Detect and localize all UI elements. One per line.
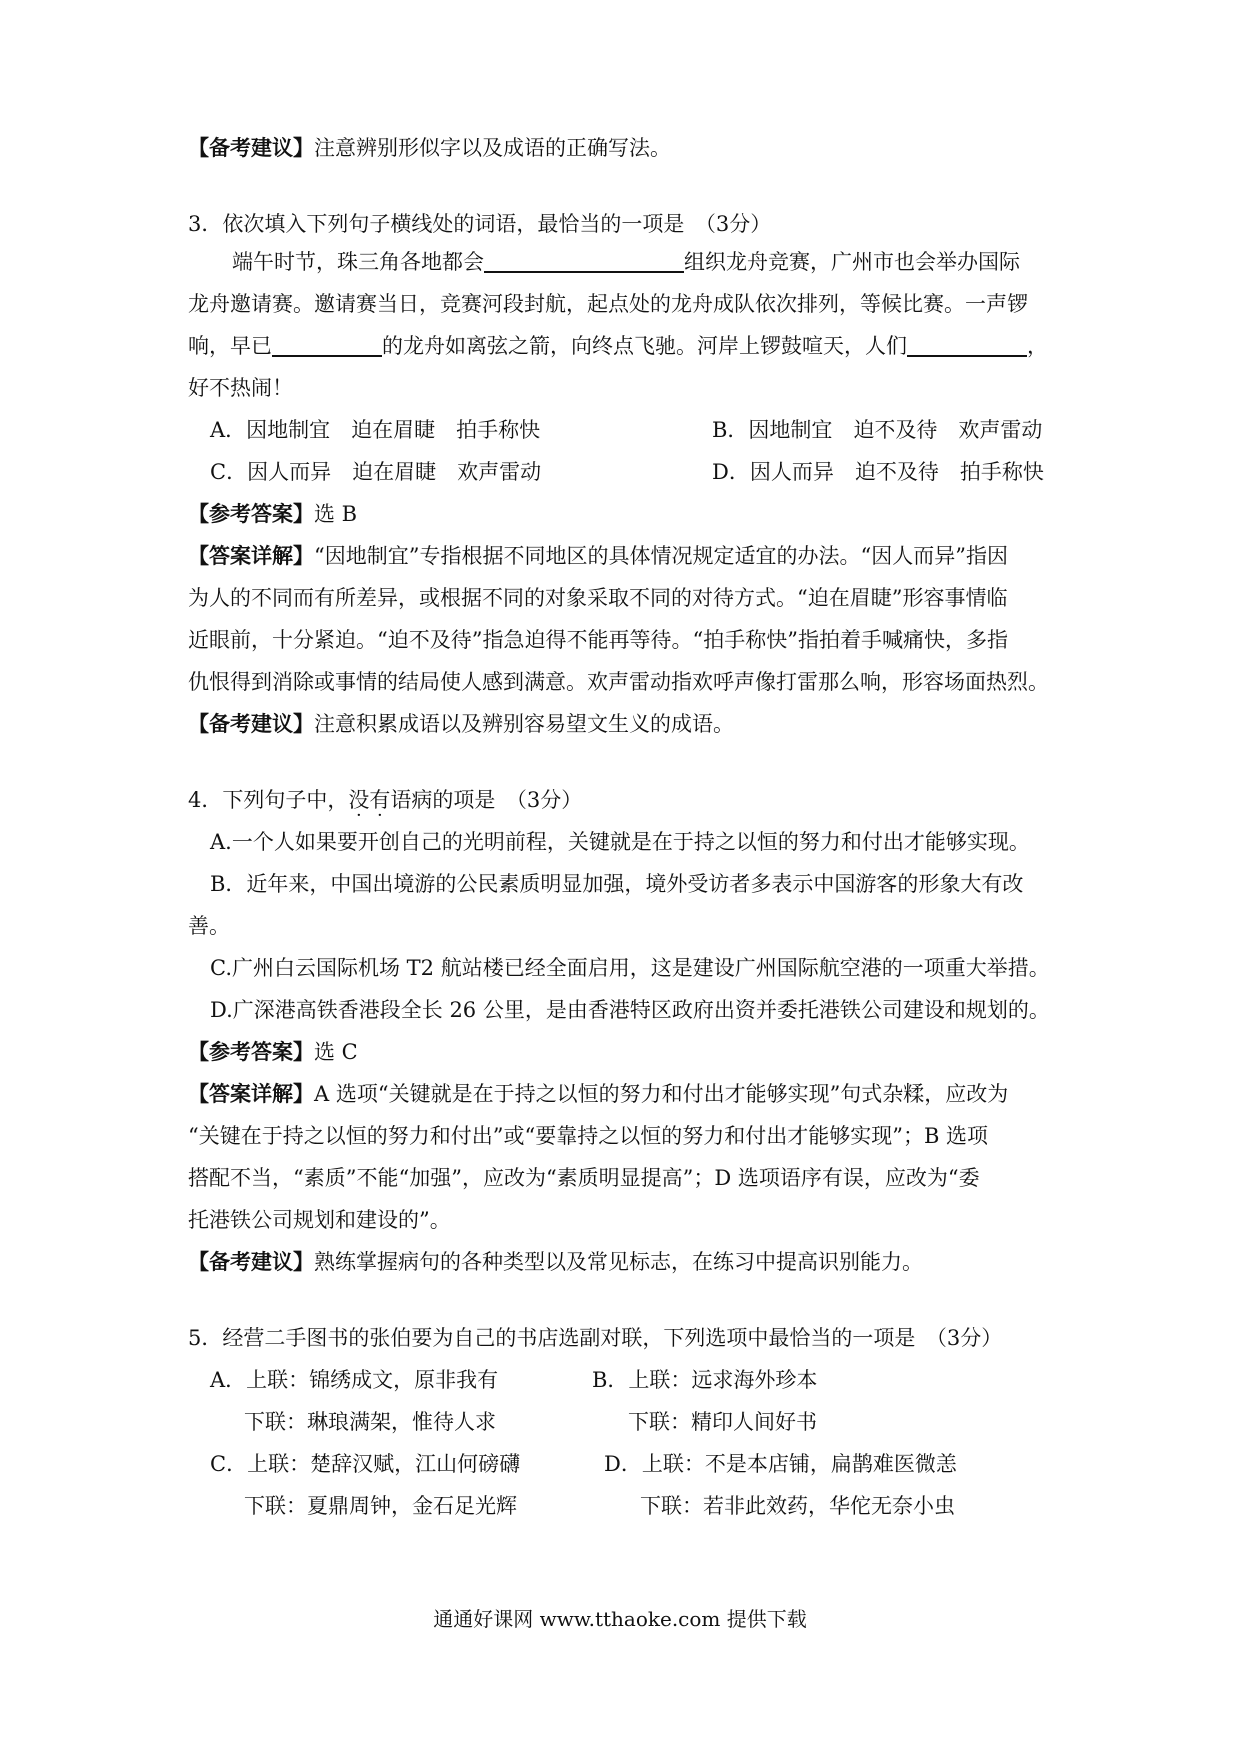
page-footer: 通通好课网 www.tthaoke.com 提供下载 bbox=[433, 1607, 807, 1631]
detail-tag: 【答案详解】 bbox=[188, 1081, 314, 1106]
answer-tag: 【参考答案】 bbox=[188, 1039, 314, 1064]
q3-blank-3 bbox=[907, 335, 1027, 357]
q3-title: 3．依次填入下列句子横线处的词语，最恰当的一项是 （3分） bbox=[188, 212, 772, 236]
q3-passage-line4: 好不热闹！ bbox=[188, 376, 293, 400]
q4-option-d: D.广深港高铁香港段全长 26 公里，是由香港特区政府出资并委托港铁公司建设和规划的。 bbox=[210, 998, 1050, 1022]
answer-value: 选 C bbox=[314, 1040, 358, 1064]
q5-option-d-upper: D．上联：不是本店铺，扁鹊难医微恙 bbox=[604, 1452, 957, 1476]
q3-p3a: 响，早已 bbox=[188, 334, 272, 358]
q5-option-b-lower: 下联：精印人间好书 bbox=[628, 1410, 817, 1434]
q3-answer bbox=[188, 500, 357, 528]
q3-detail-4: 仇恨得到消除或事情的结局使人感到满意。欢声雷动指欢呼声像打雷那么响，形容场面热烈。 bbox=[188, 670, 1049, 694]
q3-option-b: B．因地制宜 迫不及待 欢声雷动 bbox=[712, 418, 1043, 442]
tip-text: 注意积累成语以及辨别容易望文生义的成语。 bbox=[314, 712, 734, 736]
q4-detail-1 bbox=[188, 1080, 1008, 1108]
tip-text: 注意辨别形似字以及成语的正确写法。 bbox=[314, 136, 671, 160]
tip-tag: 【备考建议】 bbox=[188, 711, 314, 736]
q4-option-b-line1: B．近年来，中国出境游的公民素质明显加强，境外受访者多表示中国游客的形象大有改 bbox=[210, 872, 1024, 896]
q5-option-d-lower: 下联：若非此效药，华佗无奈小虫 bbox=[640, 1494, 955, 1518]
q4-tip bbox=[188, 1248, 923, 1276]
q3-detail-3: 近眼前，十分紧迫。“迫不及待”指急迫得不能再等待。“拍手称快”指拍着手喊痛快，多指 bbox=[188, 628, 1008, 652]
q3-p1a: 端午时节，珠三角各地都会 bbox=[232, 250, 484, 274]
q3-option-c: C．因人而异 迫在眉睫 欢声雷动 bbox=[210, 460, 542, 484]
q5-option-c-lower: 下联：夏鼎周钟，金石足光辉 bbox=[244, 1494, 517, 1518]
q4-option-c: C.广州白云国际机场 T2 航站楼已经全面启用，这是建设广州国际航空港的一项重大举措。 bbox=[210, 956, 1050, 980]
q3-detail-1 bbox=[188, 542, 1008, 570]
detail-text: A 选项“关键就是在于持之以恒的努力和付出才能够实现”句式杂糅，应改为 bbox=[314, 1082, 1009, 1106]
q3-p3b: 的龙舟如离弦之箭，向终点飞驰。河岸上锣鼓喧天，人们 bbox=[382, 334, 907, 358]
q4-option-a: A.一个人如果要开创自己的光明前程，关键就是在于持之以恒的努力和付出才能够实现。 bbox=[210, 830, 1030, 854]
answer-value: 选 B bbox=[314, 502, 358, 526]
q3-option-d: D．因人而异 迫不及待 拍手称快 bbox=[712, 460, 1044, 484]
q3-passage-line2: 龙舟邀请赛。邀请赛当日，竞赛河段封航，起点处的龙舟成队依次排列，等候比赛。一声锣 bbox=[188, 292, 1028, 316]
q3-detail-2: 为人的不同而有所差异，或根据不同的对象采取不同的对待方式。“迫在眉睫”形容事情临 bbox=[188, 586, 1008, 610]
q4-title bbox=[188, 786, 582, 814]
q5-option-a-upper: A．上联：锦绣成文，原非我有 bbox=[210, 1368, 499, 1392]
sec2-tip-line bbox=[188, 134, 671, 162]
q3-option-a: A．因地制宜 迫在眉睫 拍手称快 bbox=[210, 418, 541, 442]
q3-tip bbox=[188, 710, 734, 738]
q3-passage-line3 bbox=[188, 332, 1048, 360]
q4-detail-2: “关键在于持之以恒的努力和付出”或“要靠持之以恒的努力和付出才能够实现”；B 选项 bbox=[188, 1124, 989, 1148]
detail-text: “因地制宜”专指根据不同地区的具体情况规定适宜的办法。“因人而异”指因 bbox=[314, 544, 1008, 568]
tip-text: 熟练掌握病句的各种类型以及常见标志，在练习中提高识别能力。 bbox=[314, 1250, 923, 1274]
q5-option-c-upper: C．上联：楚辞汉赋，江山何磅礴 bbox=[210, 1452, 521, 1476]
q4-title-b: 语病的项是 （3分） bbox=[390, 788, 583, 812]
q5-option-b-upper: B．上联：远求海外珍本 bbox=[592, 1368, 818, 1392]
q4-detail-3: 搭配不当，“素质”不能“加强”，应改为“素质明显提高”；D 选项语序有误，应改为“委 bbox=[188, 1166, 980, 1190]
q4-detail-4: 托港铁公司规划和建设的”。 bbox=[188, 1208, 451, 1232]
q4-title-a: 4．下列句子中， bbox=[188, 788, 349, 812]
q3-p3c: ， bbox=[1027, 334, 1048, 358]
q3-passage-line1 bbox=[232, 248, 1020, 276]
q3-blank-2 bbox=[272, 335, 382, 357]
tip-tag: 【备考建议】 bbox=[188, 135, 314, 160]
q5-title: 5．经营二手图书的张伯要为自己的书店选副对联，下列选项中最恰当的一项是 （3分） bbox=[188, 1326, 1003, 1350]
q5-option-a-lower: 下联：琳琅满架，惟待人求 bbox=[244, 1410, 496, 1434]
detail-tag: 【答案详解】 bbox=[188, 543, 314, 568]
q4-option-b-line2: 善。 bbox=[188, 914, 230, 938]
q4-answer bbox=[188, 1038, 358, 1066]
answer-tag: 【参考答案】 bbox=[188, 501, 314, 526]
q3-p1b: 组织龙舟竞赛，广州市也会举办国际 bbox=[684, 250, 1020, 274]
q3-blank-1 bbox=[484, 251, 684, 273]
q4-emphasis-2: 有 bbox=[369, 788, 391, 812]
q4-emphasis-1: 没 bbox=[348, 788, 370, 812]
tip-tag: 【备考建议】 bbox=[188, 1249, 314, 1274]
